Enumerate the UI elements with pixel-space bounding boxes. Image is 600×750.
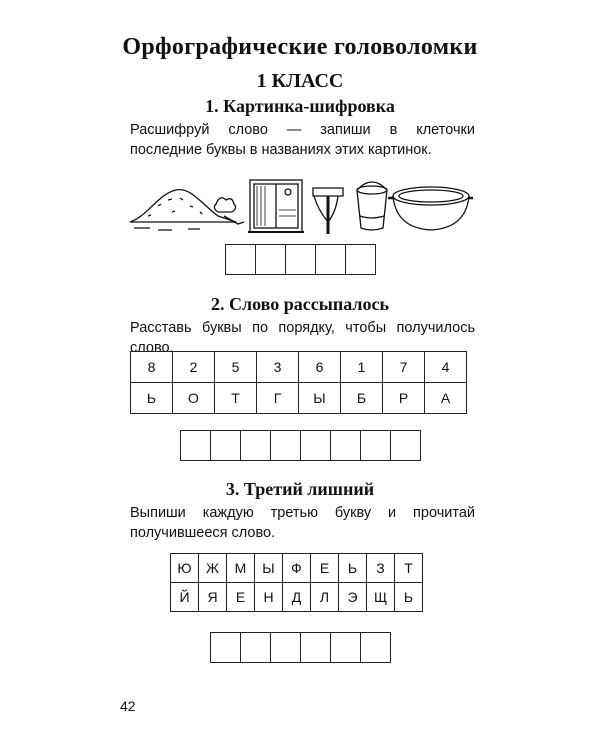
answer-cell[interactable]: [330, 632, 361, 663]
answer-cell[interactable]: [225, 244, 256, 275]
letter-cell: Ь: [339, 554, 367, 583]
letter-cell: Ф: [283, 554, 311, 583]
basin-picture: [388, 187, 473, 230]
letter-cell: Т: [215, 383, 257, 414]
answer-cell[interactable]: [330, 430, 361, 461]
section1-answer-cells[interactable]: [225, 244, 376, 275]
answer-cell[interactable]: [255, 244, 286, 275]
number-cell: 8: [131, 352, 173, 383]
answer-cell[interactable]: [270, 430, 301, 461]
letter-cell: Щ: [367, 583, 395, 612]
answer-cell[interactable]: [360, 632, 391, 663]
axe-picture: [313, 188, 343, 234]
answer-cell[interactable]: [315, 244, 346, 275]
answer-cell[interactable]: [270, 632, 301, 663]
number-cell: 5: [215, 352, 257, 383]
answer-cell[interactable]: [345, 244, 376, 275]
letter-cell: Й: [171, 583, 199, 612]
letter-cell: Ы: [255, 554, 283, 583]
number-cell: 2: [173, 352, 215, 383]
letter-grid-row: [171, 583, 423, 612]
letter-grid: [170, 553, 423, 612]
answer-cell[interactable]: [210, 430, 241, 461]
letters-row: [131, 383, 467, 414]
grade-label: 1 КЛАСС: [256, 70, 344, 92]
letter-cell: Е: [227, 583, 255, 612]
page-title: Орфографические головоломки: [122, 34, 478, 60]
number-cell: 7: [383, 352, 425, 383]
letter-cell: О: [173, 383, 215, 414]
answer-cell[interactable]: [285, 244, 316, 275]
answer-cell[interactable]: [300, 430, 331, 461]
letter-cell: Р: [383, 383, 425, 414]
letter-cell: Ь: [395, 583, 423, 612]
answer-cell[interactable]: [180, 430, 211, 461]
section2-text: Расставь буквы по порядку, чтобы получилось слово.: [130, 320, 475, 356]
page-number: 42: [120, 698, 136, 714]
section3-title: 3. Третий лишний: [225, 479, 375, 499]
letter-grid-row: [171, 554, 423, 583]
letter-cell: Т: [395, 554, 423, 583]
section2-answer-cells[interactable]: [180, 430, 421, 461]
hill-picture: [130, 190, 244, 230]
letter-cell: Я: [199, 583, 227, 612]
letter-cell: Э: [339, 583, 367, 612]
letter-cell: Н: [255, 583, 283, 612]
letter-cell: Ь: [131, 383, 173, 414]
number-cell: 3: [257, 352, 299, 383]
answer-cell[interactable]: [240, 430, 271, 461]
letter-cell: Б: [341, 383, 383, 414]
scrambled-letters-table: [130, 351, 467, 414]
number-cell: 1: [341, 352, 383, 383]
number-cell: 4: [425, 352, 467, 383]
bucket-picture: [357, 182, 387, 230]
letter-cell: Г: [257, 383, 299, 414]
letter-cell: А: [425, 383, 467, 414]
letter-cell: З: [367, 554, 395, 583]
section1-title: 1. Картинка-шифровка: [205, 96, 395, 116]
letter-cell: Ю: [171, 554, 199, 583]
number-cell: 6: [299, 352, 341, 383]
window-picture: [248, 180, 304, 232]
answer-cell[interactable]: [360, 430, 391, 461]
answer-cell[interactable]: [210, 632, 241, 663]
letter-cell: Ж: [199, 554, 227, 583]
letter-cell: Ы: [299, 383, 341, 414]
answer-cell[interactable]: [300, 632, 331, 663]
letter-cell: Л: [311, 583, 339, 612]
answer-cell[interactable]: [240, 632, 271, 663]
letter-cell: М: [227, 554, 255, 583]
numbers-row: [131, 352, 467, 383]
pictures-strip: [128, 176, 473, 238]
section1-text: Расшифруй слово — запиши в клеточки последние буквы в названиях этих картинок.: [130, 122, 475, 158]
section2-title: 2. Слово рассыпалось: [211, 294, 389, 314]
section3-answer-cells[interactable]: [210, 632, 391, 663]
answer-cell[interactable]: [390, 430, 421, 461]
letter-cell: Е: [311, 554, 339, 583]
letter-cell: Д: [283, 583, 311, 612]
section3-text: Выпиши каждую третью букву и прочитай получившееся слово.: [130, 505, 475, 541]
